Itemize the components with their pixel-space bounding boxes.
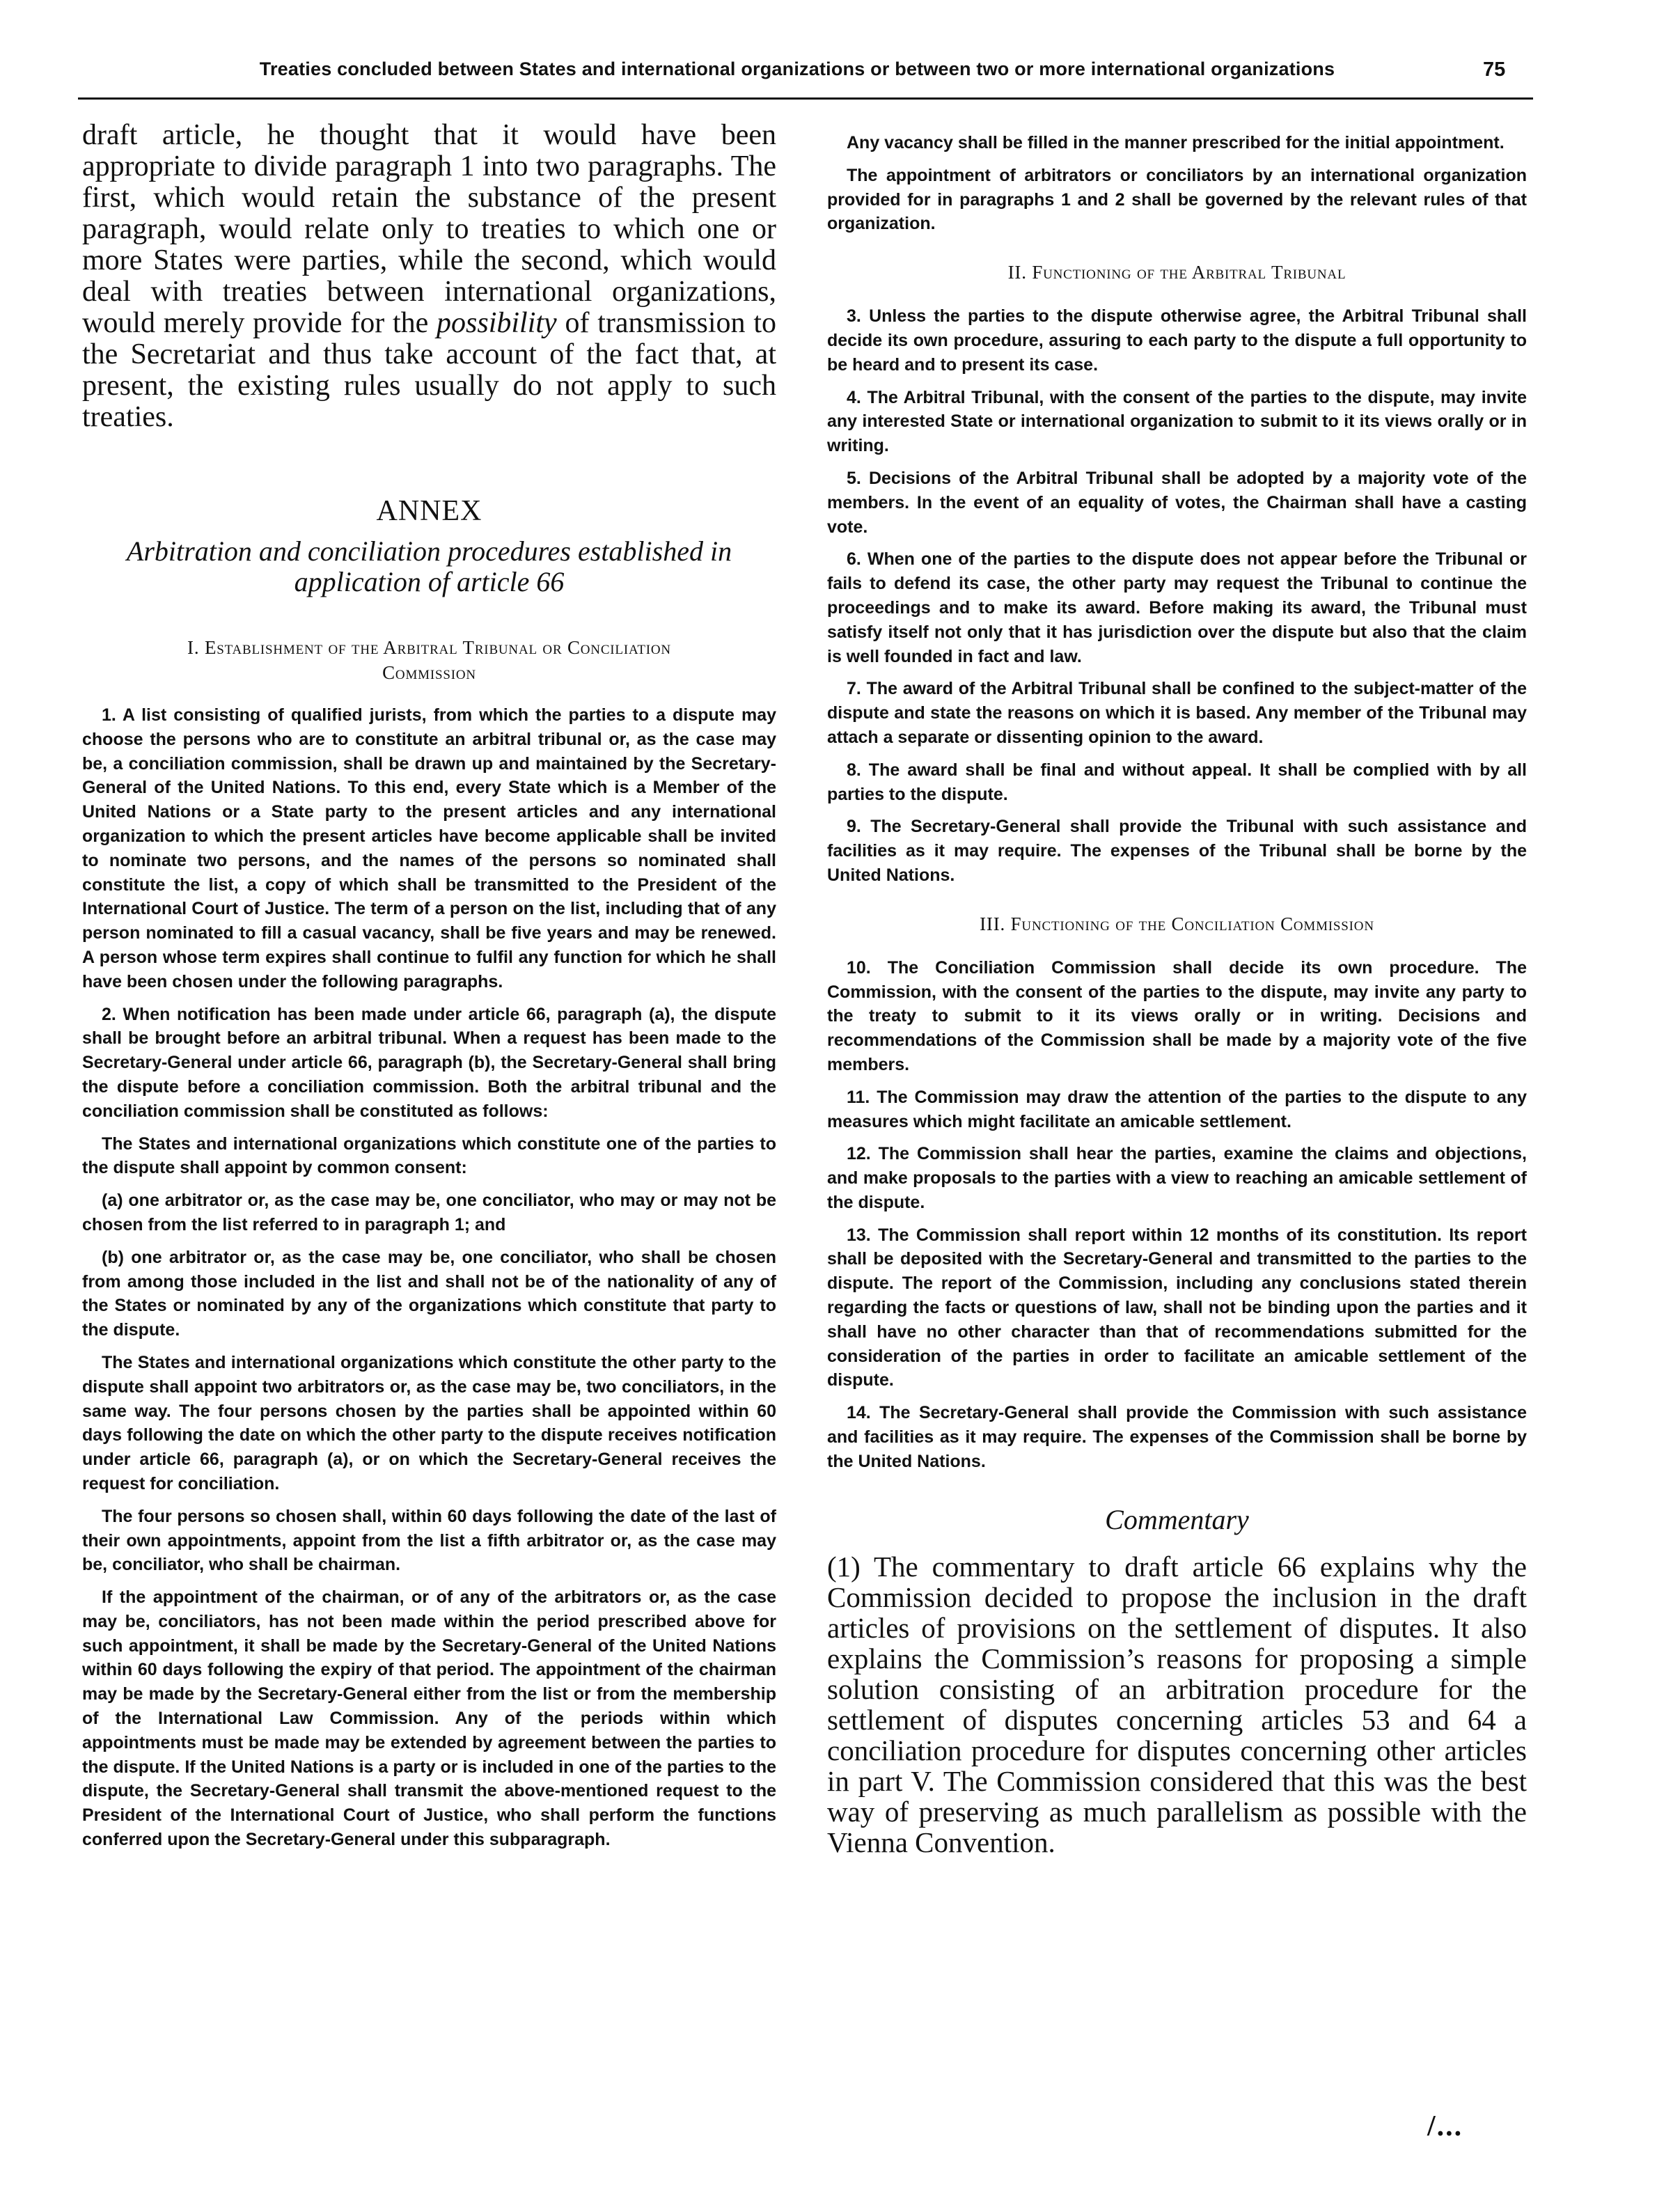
commentary-heading: Commentary [1105,1503,1249,1535]
annex-paragraph: 10. The Conciliation Commission shall decide its own procedure. The Commission, with the consent of the parties to the dispute, may invite any party to the treaty to submit to it its views orally or in writing. Decisions and recommendations of the Commission shall be made by a majority vote of the five members. [827,957,1527,1074]
annex-paragraph: 9. The Secretary-General shall provide the Tribunal with such assistance and facilities as it may require. The expenses of the Tribunal shall be borne by the United Nations. [827,817,1527,885]
annex-paragraph: 1. A list consisting of qualified jurists, from which the parties to a dispute may choose the persons who are to constitute an arbitral tribunal or, as the case may be, a conciliation commission, shall be drawn up and maintained by the Secretary-General of the United Nations. To this end, every State which is a Member of the United Nations or a State party to the present articles and any international organization to which the present articles have become applicable shall be invited to nominate two persons, and the names of the persons so nominated shall constitute the list, a copy of which shall be transmitted to the President of the International Court of Justice. The term of a person on the list, including that of any person nominated to fill a casual vacancy, shall be five years and may be renewed. A person whose term expires shall continue to fulfil any function for which he shall have been chosen under the following paragraphs. [82,705,776,991]
annex-paragraph: 14. The Secretary-General shall provide the Commission with such assistance and facilities as it may require. The expenses of the Commission shall be borne by the United Nations. [827,1403,1527,1471]
annex-paragraph: (b) one arbitrator or, as the case may be, one conciliator, who shall be chosen from among those included in the list and shall not be of the nationality of any of the States or nominated by any of the organizations which constitute that party to the dispute. [82,1247,776,1340]
annex-paragraph: The States and international organizations which constitute the other party to the dispute shall appoint two arbitrators or, as the case may be, two conciliators, in the same way. The four persons chosen by the parties shall be appointed within 60 days following the date on which the other party to the dispute receives notification under article 66, paragraph (a), or on which the Secretary-General receives the request for conciliation. [82,1352,776,1493]
left-column [82,120,776,1860]
annex-paragraph: 11. The Commission may draw the attention of the parties to the dispute to any measures which might facilitate an amicable settlement. [827,1087,1527,1131]
section-heading-1: I. Establishment of the Arbitral Tribunal or Conciliation Commission [187,637,671,683]
annex-paragraph: 6. When one of the parties to the dispute does not appear before the Tribunal or fails to defend its case, the other party may request the Tribunal to continue the proceedings and to make its award. Before making its award, the Tribunal must satisfy itself not only that it has jurisdiction over the dispute but also that the claim is well founded in fact and law. [827,549,1527,666]
annex-title: ANNEX [376,495,482,527]
running-head: Treaties concluded between States and international organizations or between two or more international organizations [259,58,1335,79]
annex-paragraph: 7. The award of the Arbitral Tribunal shall be confined to the subject-matter of the dispute and state the reasons on which it is based. Any member of the Tribunal may attach a separate or dissenting opinion to the award. [827,679,1527,747]
annex-paragraph: 8. The award shall be final and without appeal. It shall be complied with by all parties to the dispute. [827,760,1527,804]
header-rule [78,97,1533,100]
right-column [827,131,1527,1858]
annex-paragraph: The appointment of arbitrators or conciliators by an international organization provided for in paragraphs 1 and 2 shall be governed by the relevant rules of that organization. [827,165,1527,234]
section-heading-3: III. Functioning of the Conciliation Commission [980,913,1374,934]
annex-paragraph: If the appointment of the chairman, or of any of the arbitrators or, as the case may be, conciliators, has not been made within the period prescribed above for such appointment, it shall be made by the Secretary-General of the United Nations within 60 days following the expiry of that period. The appointment of the chairman may be made by the Secretary-General either from the list or from the membership of the International Law Commission. Any of the periods within which appointments must be made may be extended by agreement between the parties to the dispute. If the United Nations is a party or is included in one of the parties to the dispute, the Secretary-General shall transmit the above-mentioned request to the President of the International Court of Justice, who shall perform the functions conferred upon the Secretary-General under this subparagraph. [82,1587,776,1850]
annex-paragraph: The States and international organizations which constitute one of the parties to the dispute shall appoint by common consent: [82,1134,776,1178]
section-heading-2: II. Functioning of the Arbitral Tribunal [1007,262,1346,283]
annex-paragraph: 13. The Commission shall report within 12 months of its constitution. Its report shall be deposited with the Secretary-General and transmitted to the parties to the dispute. The report of the Commission, including any conclusions stated therein regarding the facts or questions of law, shall not be binding upon the parties and it shall have no other character than that of recommendations submitted for the consideration of the parties in order to facilitate an amicable settlement of the dispute. [827,1225,1527,1390]
annex-paragraph: Any vacancy shall be filled in the manner prescribed for the initial appointment. [847,133,1505,152]
page-number: 75 [1483,58,1506,81]
annex-paragraph: 4. The Arbitral Tribunal, with the consent of the parties to the dispute, may invite any interested State or international organization to submit to it its views orally or in writing. [827,387,1527,456]
annex-paragraph: The four persons so chosen shall, within 60 days following the date of the last of their own appointments, appoint from the list a fifth arbitrator or, as the case may be, conciliator, who shall be chairman. [82,1506,776,1575]
lead-text-part-2: of transmission to the Secretariat and thus take account of the fact that, at present, the existing rules usually do not apply to such treaties. [82,307,776,433]
annex-paragraph: 2. When notification has been made under article 66, paragraph (a), the dispute shall be brought before an arbitral tribunal. When a request has been made to the Secretary-General under article 66, paragraph (b), the Secretary-General shall bring the dispute before a conciliation commission. Both the arbitral tribunal and the conciliation commission shall be constituted as follows: [82,1004,776,1121]
annex-paragraph: (a) one arbitrator or, as the case may be, one conciliator, who may or may not be chosen from the list referred to in paragraph 1; and [82,1191,776,1234]
lead-emphasis: possibility [437,307,557,339]
annex-paragraph: 3. Unless the parties to the dispute otherwise agree, the Arbitral Tribunal shall decide its own procedure, assuring to each party to the dispute a full opportunity to be heard and to present its case. [827,306,1527,375]
continued-mark: /... [1427,2110,1463,2142]
lead-paragraph [82,120,776,433]
commentary-paragraph: (1) The commentary to draft article 66 explains why the Commission decided to propose the inclusion in the draft articles of provisions on the settlement of disputes. It also explains the Commission’s reasons for proposing a simple solution consisting of an arbitration procedure for the settlement of disputes concerning articles 53 and 64 a conciliation procedure for disputes concerning other articles in part V. The Commission considered that this was the best way of preserving as much parallelism as possible with the Vienna Convention. [827,1550,1527,1858]
annex-paragraph: 12. The Commission shall hear the parties, examine the claims and objections, and make proposals to the parties with a view to reaching an amicable settlement of the dispute. [827,1144,1527,1212]
lead-text-part-1: draft article, he thought that it would have been appropriate to divide paragraph 1 into two paragraphs. The first, which would retain the substance of the present paragraph, would relate only to treaties to which one or more States were parties, while the second, which would deal with treaties between international organizations, would merely provide for the [82,119,776,339]
annex-subtitle: Arbitration and conciliation procedures established in application of article 66 [126,535,732,597]
annex-paragraph: 5. Decisions of the Arbitral Tribunal shall be adopted by a majority vote of the members. In the event of an equality of votes, the Chairman shall have a casting vote. [827,468,1527,537]
